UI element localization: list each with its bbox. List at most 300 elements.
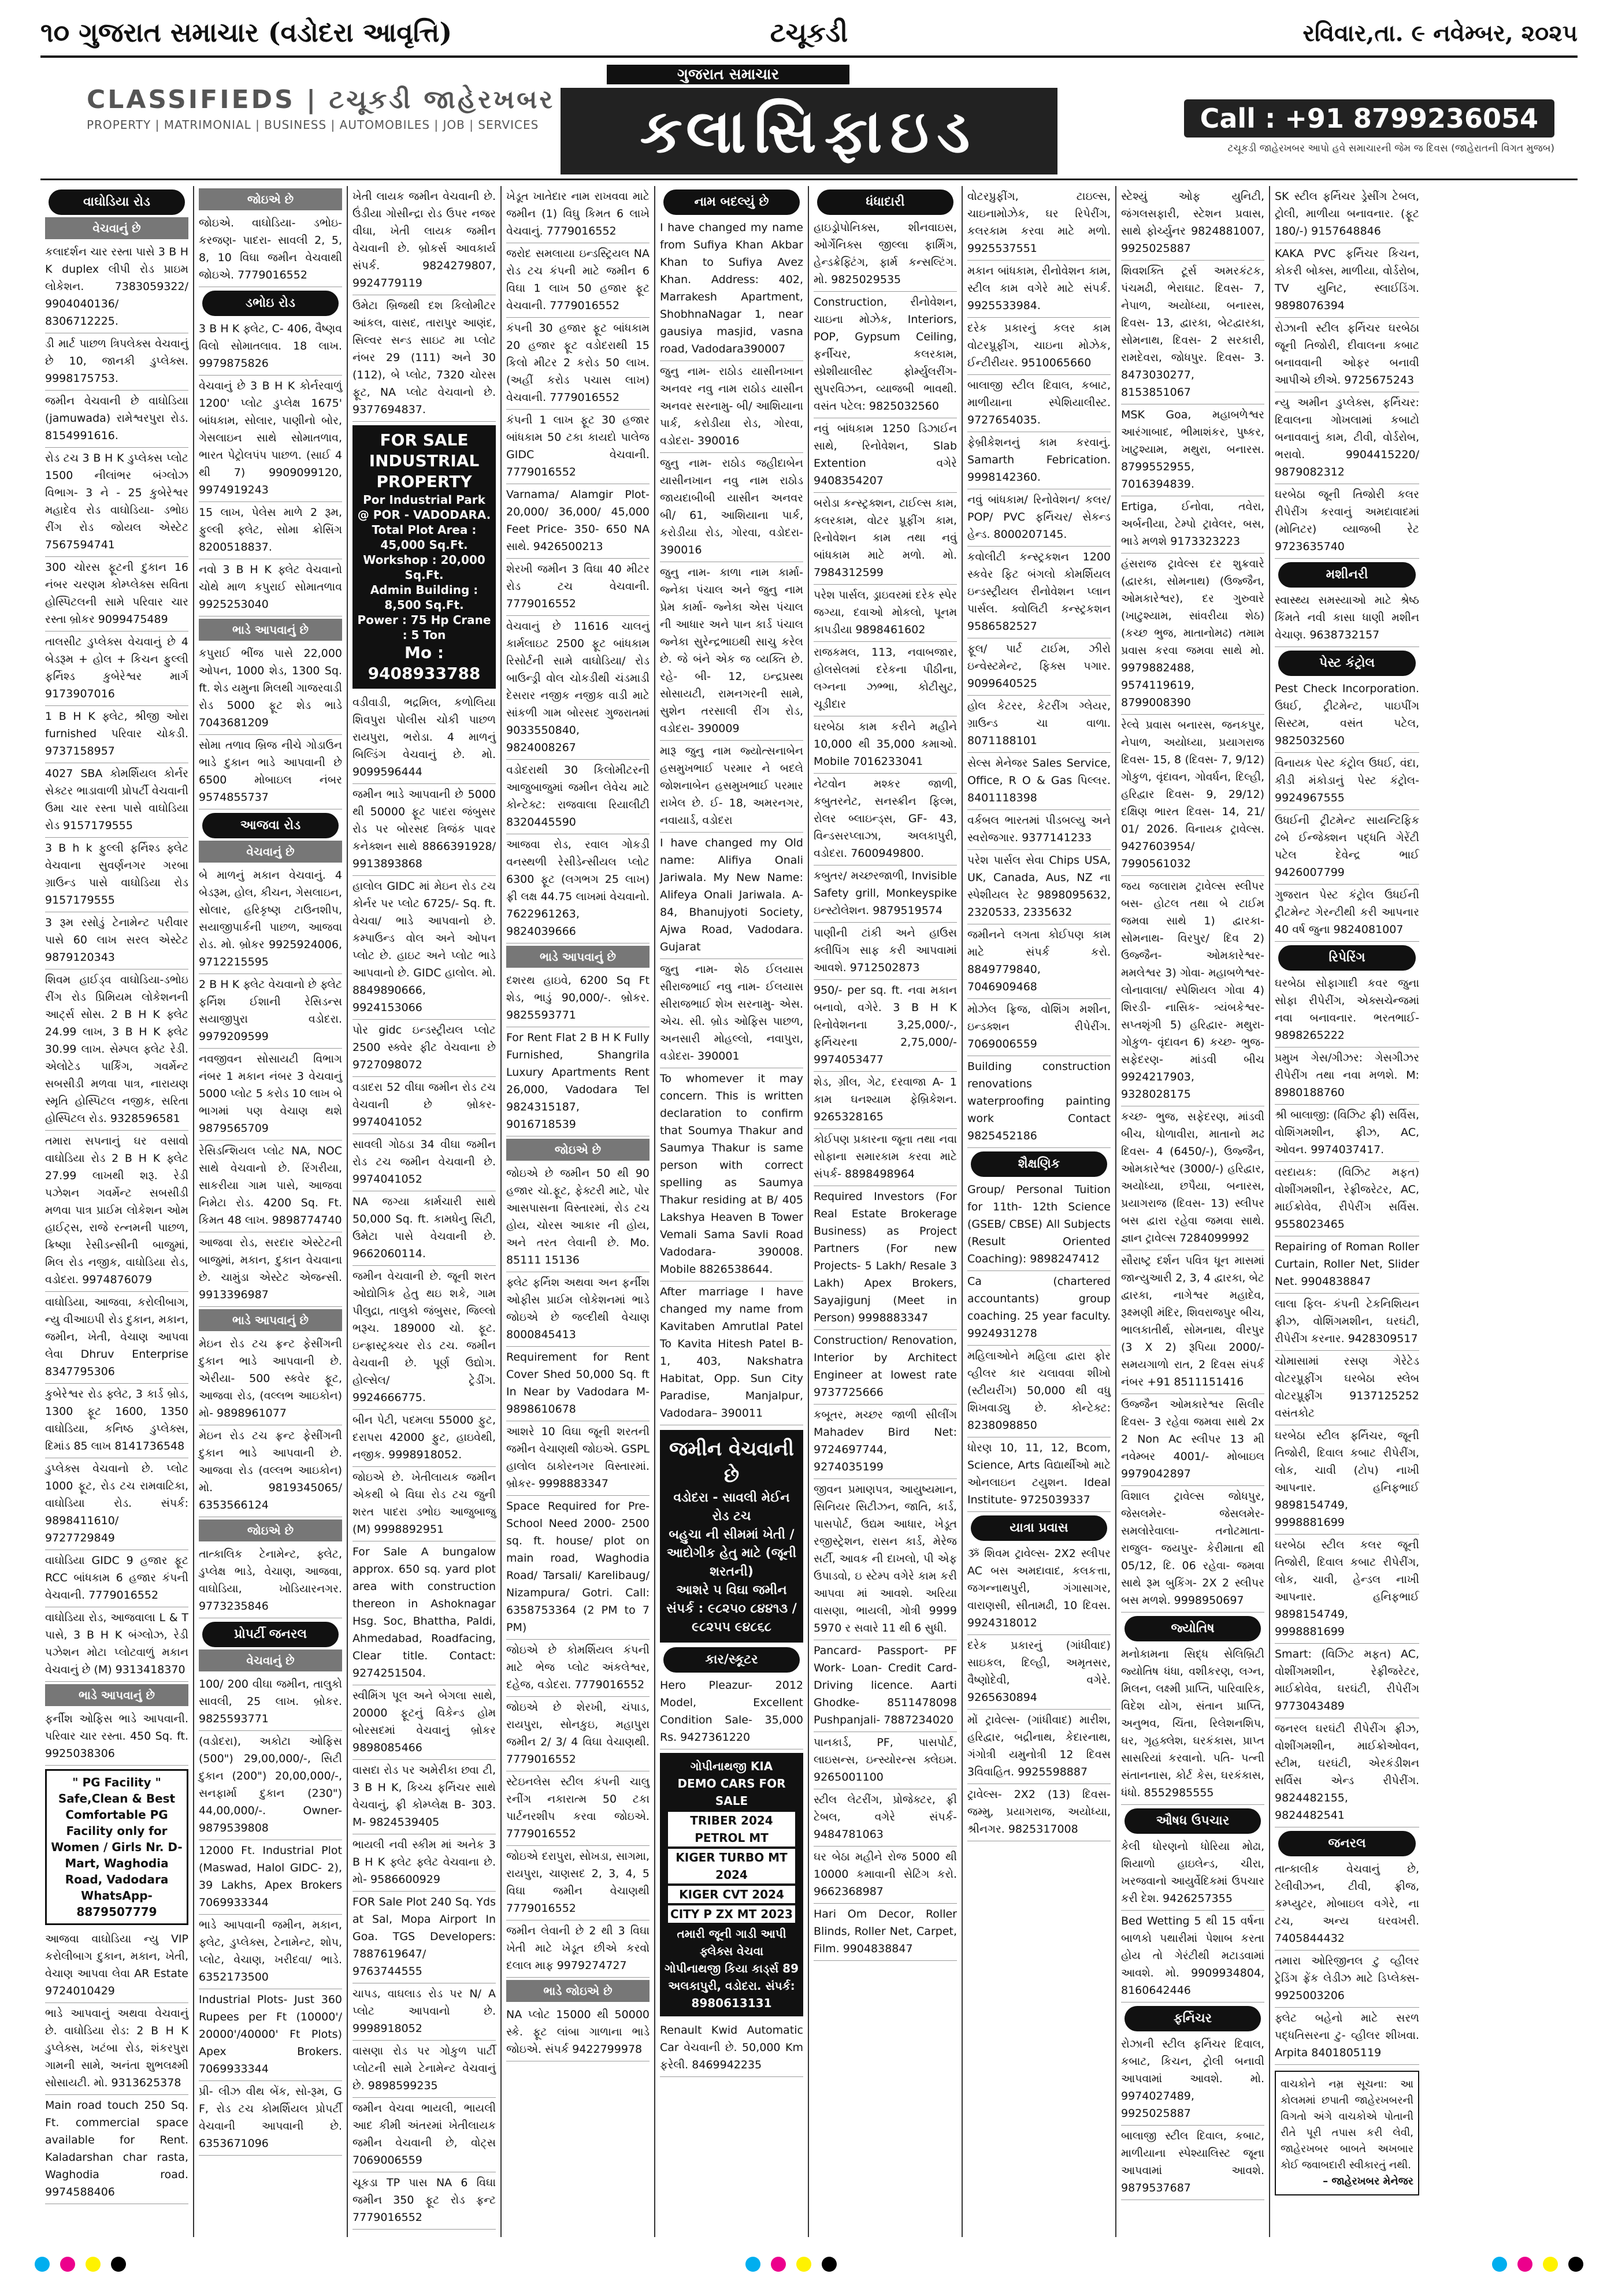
notice-signature: – જાહેરખબર મેનેજર — [1323, 2175, 1413, 2187]
ad-list — [660, 2020, 803, 2077]
classified-ad: ઉધઈની ટ્રીટમેન્ટ સાયન્ટિફિક ઢબે ઈન્જેક્શન પદ્ધતિ ગેરેંટી પટેલ દેવેન્દ્ર ભાઈ 9426007799 — [1275, 810, 1419, 885]
page-section-title: ટચૂકડી — [770, 17, 848, 48]
classified-ad: વોટરપ્રુફીંગ, ટાઇલ્સ, ચાઇનામોઝેક, ઘર રિપેરીંગ, કલરકામ કરવા માટે મળો. 9925537551 — [967, 186, 1111, 261]
classified-ad: 1 B H K ફ્લેટ, શ્રીજી ઓરા furnished પરિવાર ચોકડી. 9737158957 — [45, 706, 188, 763]
classified-ad: શ્રી બાલાજી: (વિઝિટ ફ્રી) સર્વિસ, વોશિંગમશીન, ફ્રીઝ, AC, ઓવન. 9974037417. — [1275, 1105, 1419, 1162]
classified-ad: જોઇએ છે કોમર્શિયલ કંપની માટે ભેજ પ્લોટ અંકલેશ્વર, દહેજ, વડોદરા. 7779016552 — [506, 1640, 650, 1697]
section-header: ઔષધ ઉપચાર — [1125, 1808, 1261, 1834]
classified-ad: જુનુ નામ- કાળા નામ કાર્મા-જ્નેકા પંચાલ અને જુનુ નામ પ્રેમ કાર્મા- જ્નેકા એસ પંચાલ ની આધાર અને પાન કાર્ડ પંચાલ જ્નેકા સુરેન્દ્રભાઇથી સાચુ કરેલ છે. જે બંને એક જ વ્યક્તિ છે. રહે- બી- 12, ઇન્દ્રપ્રસ્થ સોસાયટી, રામનગરની સામે, સુશેન તરસાલી રીંગ રોડ, વડોદરા- 390009 — [660, 562, 803, 741]
classified-ad: Requirement for Rent Cover Shed 50,000 Sq. ft In Near by Vadodara M- 9898610678 — [506, 1347, 650, 1421]
yellow-dot — [86, 2257, 101, 2272]
section-header: જનરલ — [1278, 1831, 1416, 1856]
classified-ad: Industrial Plots- Just 360 Rupees per Ft (10000'/ 20000'/40000' Ft Plots) Apex Brokers. 7069933344 — [199, 1989, 342, 2081]
subsection-header: જોઇએ છે — [506, 1139, 650, 1161]
section-header: ધંધાદારી — [817, 190, 953, 215]
ad-line: Power : 75 Hp Crane : 5 Ton — [357, 613, 491, 642]
classified-ad: મોં ટ્રાવેલ્સ- (ગાંધીવાદ) મારીશ, હરિદ્વાર, બદ્રીનાથ, કેદારનાથ, ગંગોત્રી યમુનોત્રી 12 દિવસ 3વિવાહિત. 9925598887 — [967, 1710, 1111, 1784]
classified-ad: વાસણા રોડ પર ગોકુળ પાર્ટી પ્લોટની સામે ટેનામેન્ટ વેચવાનું છે. 9898599235 — [352, 2041, 496, 2098]
classified-ad: કબુતર/ મચ્છરજાળી, Invisible Safety grill, Monkeyspike ઇન્સ્ટોલેશન. 9879519574 — [814, 865, 957, 923]
ad-title: જમીન વેચવાની છે — [669, 1437, 794, 1487]
classified-ad: જોઇએ છે. ખેતીલાયક જમીન એકથી બે વિઘા રોડ ટચ જુની શરત પાદરા ડભોઇ આજુબાજુ (M) 9998892951 — [352, 1467, 496, 1541]
classified-ad: કંપની 30 હજાર ફૂટ બાંધકામ 20 હજાર ફૂટ વડોદરાથી 15 કિલો મીટર 2 કરોડ 50 લાખ. (અહીં કરોડ પચાસ લાખ) વેચવાની. 7779016552 — [506, 318, 650, 410]
classified-ad: મહિલાઓને મહિલા દ્વારા ફોર વ્હીલર કાર ચલાવવા શીખો (સ્ટીયરીંગ) 50,000 થી વધુ શિખવાડ્યુ છે. કોન્ટેક્ટ: 8238098850 — [967, 1346, 1111, 1437]
classified-ad: 3 B h k ફુલ્લી ફર્નિશ્ડ ફ્લેટ વેચવાના સુવર્ણનગર ગરબા ગ્રાઉન્ડ પાસે વાઘોડિયા રોડ 9157179555 — [45, 838, 188, 912]
classified-ad: Building construction renovations waterproofing painting work Contact 9825452186 — [967, 1056, 1111, 1148]
classified-ad: હંસરાજ ટ્રાવેલ્સ દર શુક્રવારે (દ્વારકા, સોમનાથ) (ઉજ્જૈન, ઓમકારેશ્વર), દર ગુરુવારે (ખાટુશ્યામ, સાંવરીયા શેઠ) (કચ્છ ભુજ, માતાનોમઢ) તમામ પ્રવાસ કરવા જમવા સાથે મો. 9979882488, 9574119619, 8799008390 — [1121, 553, 1264, 715]
cyan-dot — [745, 2257, 760, 2272]
classified-ad: હોલ કેટરર, કેટરીંગ ગ્લેયર, ગ્રાઉન્ડ ચા વાળા. 8071188101 — [967, 696, 1111, 753]
ad-line: INDUSTRIAL PROPERTY — [369, 451, 480, 491]
classified-ad: Pancard- Passport- PF Work- Loan- Credit Card- Driving licence. Aarti Ghodke- 8511478098 Pushpanjali- 7887234020 — [814, 1640, 957, 1732]
classified-ad: Bed Wetting 5 થી 15 વર્ષના બાળકો પથારીમાં પેશાબ કરતા હોય તો ગેરંટીથી મટાડવામાં આવશે. મો. 9909934804, 8160642446 — [1121, 1911, 1264, 2003]
ad-line: Por Industrial Park — [363, 493, 485, 507]
ad-line: CITY P ZX MT 2023 — [668, 1905, 795, 1923]
ad-list — [1275, 186, 1419, 559]
column-9 — [1270, 186, 1424, 2237]
classified-ad: ઘરબેઠા કામ કરીને મહીને 10,000 થી 35,000 કમાઓ. Mobile 7016233041 — [814, 716, 957, 774]
ad-list — [814, 217, 957, 1961]
classified-ad: શેડ, ગ્રીલ, ગેટ, દરવાજા A- 1 કામ ઘનશ્યામ ફેબ્રિકેશન. 9265328165 — [814, 1072, 957, 1129]
classified-ad: વેચવાનું છે 11616 ચાલનું કાર્મલાઇટ 2500 ફૂટ બાંધકામ રિસોર્ટની સામે વાઘોડિયા/ રોડ બાઉન્ડ્રી વોલ ચોકડીથી ચંડમાડી દેસરાર નજીક નજીક વાડી માટે સાંકળી ગામ બોરસદ ગુજરાતમાં 9033550840, 9824008267 — [506, 616, 650, 760]
classified-ad: વિનાયક પેસ્ટ કંટ્રોલ ઉધઈ, વંદા, કીડી મંકોડાનું પેસ્ટ કંટ્રોલ- 9924967555 — [1275, 753, 1419, 810]
ad-list — [506, 2004, 650, 2061]
classified-ad: 950/- per sq. ft. નવા મકાન બનાવો, વગેરે. 3 B H K રિનોવેશનના 3,25,000/-, ફર્નિચરના 2,75,000/- 9974053477 — [814, 980, 957, 1072]
color-registration-center — [745, 2257, 837, 2272]
classified-ad: જોઇએ. વાઘોડિયા- ડભોઇ- કરજણ- પાદરા- સાવલી 2, 5, 8, 10 વિઘા જમીન વેચવાથી જોઇએ. 7779016552 — [199, 213, 342, 287]
classified-ad: ફ્લેટ બહેનો માટે સરળ પદ્ધતિસરના ટુ- વ્હીલર શીખવા. Arpita 8401805119 — [1275, 2008, 1419, 2065]
classified-ad: Construction, રીનોવેશન, ચાઇના મોઝેક, Interiors, POP, Gypsum Ceiling, ફર્નીચર, કલરકામ, સ્પ્રેશીયાલીસ્ટ ફોર્મ્યુલરીંગ- સુપરવિઝન, વ્યાજબી ભાવથી. વસંત પટેલ: 9825032560 — [814, 292, 957, 418]
classified-ad: વડીવાડી, ભદ્રમિલ, કળોલિયા શિવપુરા પોલીસ ચોકી પાછળ રાયપુરા, ભરોડા. 4 માળનું બિલ્ડિંગ વેચવાનું છે. મો. 9099596444 — [352, 692, 496, 784]
ad-list — [352, 692, 496, 2230]
classified-ad: 3 B H K ફ્લેટ, C- 406, વૈષ્ણવ વિલો સોમાતલાવ. 18 લાખ. 9979875826 — [199, 318, 342, 376]
ad-list — [45, 1708, 188, 1766]
magenta-dot — [60, 2257, 75, 2272]
notice-text: વાચકોને નમ્ર સૂચના: આ કોલમમાં છપાતી જાહેરખબરની વિગતો અંગે વાચકોએ પોતાની રીતે પૂરી તપાસ કરી લેવી, જાહેરખબર બાબતે અખબાર કોઈ જવાબદારી સ્વીકારતું નથી. — [1281, 2078, 1413, 2171]
classified-ad: આજવા વાઘોડિયા ન્યુ VIP કરોલીબાગ દુકાન, મકાન, ખેતી, વેચાણ આપવા લેવા AR Estate 9724010429 — [45, 1929, 188, 2003]
pg-facility-ad: " PG Facility " Safe,Clean & Best Comfortable PG Facility only for Women / Girls Nr. D-Mart, Waghodia Road, Vadodara WhatsApp-8879507779 — [45, 1769, 188, 1925]
classified-ad: 300 ચોરસ ફૂટની દુકાન 16 નંબર ચરણમ કોમ્પ્લેક્સ સવિતા હોસ્પિટલની સામે પરિવાર ચાર રસ્તા બ્રોકર 9099475489 — [45, 557, 188, 631]
black-dot — [822, 2257, 837, 2272]
classified-ad: ચૂકડા TP પાસ NA 6 વિઘા જમીન 350 ફૂટ રોડ ફ્રન્ટ 7779016552 — [352, 2172, 496, 2230]
black-dot — [1568, 2257, 1583, 2272]
classified-ad: Renault Kwid Automatic Car વેચવાની છે. 50,000 Km ફરેલી. 8469942235 — [660, 2020, 803, 2077]
cyan-dot — [35, 2257, 50, 2272]
ad-brand: ગોપીનાથજી KIA — [690, 1759, 773, 1773]
section-header: વાઘોડિયા રોડ — [49, 190, 185, 215]
classified-ad: નવું બાંધકામ/ રિનોવેશન/ કલર/ POP/ PVC ફર્નિચર/ સેકન્ડ હેન્ડ. 8000207145. — [967, 489, 1111, 547]
color-registration-left — [35, 2257, 126, 2272]
ad-line: Total Plot Area : 45,000 Sq.Ft. — [372, 523, 477, 552]
classified-ad: Varnama/ Alamgir Plot- 20,000/ 36,000/ 45,000 Feet Price- 350- 650 NA સાથે. 9426500213 — [506, 484, 650, 559]
classified-ad: ભાડે આપવાની જમીન, મકાન, ફ્લેટ, ડુપ્લેક્સ, ટેનામેન્ટ, શોપ, પ્લોટ, વેચાણ, ખરીદવા/ ભાડે. 6352173500 — [199, 1915, 342, 1989]
column-5 — [655, 186, 809, 2237]
ad-list — [1121, 2034, 1264, 2200]
ad-list — [199, 643, 342, 809]
classified-ad: NA પ્લોટ 15000 થી 50000 સ્કે. ફૂટ લાંબા ગાળાના ભાડે જોઇએ. સંપર્ક 9422799978 — [506, 2004, 650, 2061]
ad-line: Workshop : 20,000 Sq.Ft. — [363, 553, 485, 582]
classified-ad: જમીનને લગતા કોઈપણ કામ માટે સંપર્ક કરો. 8849779840, 7046909468 — [967, 924, 1111, 999]
registration-marks — [0, 2251, 1618, 2286]
classified-ad: દશરથ હાઇવે, 6200 Sq Ft શેડ, ભાડું 90,000/-. બ્રોકર. 9825593771 — [506, 970, 650, 1027]
classified-ad: નવો 3 B H K ફ્લેટ વેચવાનો ચોથે માળ કપુરાઈ સોમાતળાવ 9925253040 — [199, 559, 342, 616]
classified-ad: પરેશ પાર્સલ સેવા Chips USA, UK, Canada, Aus, NZ ના સ્પેશીયલ રેટ 9898095632, 2320533, 2335632 — [967, 850, 1111, 924]
black-dot — [111, 2257, 126, 2272]
classified-ad: ભાડે આપવાનું અથવા વેચવાનું છે. વાઘોડિયા રોડ: 2 B H K ડુપ્લેક્સ, ખટંબા રોડ, શંકરપુરા ગામની સામે, અનંતા શુભલક્ષ્મી સોસાયટી. મો. 9313625378 — [45, 2003, 188, 2095]
classified-ad: ઘરબેઠા જૂની તિજોરી કલર રીપેરીંગ કરવાનું અમદાવાદમાં (મોનિટર) વ્યાજબી રેટ 9723635740 — [1275, 484, 1419, 559]
column-2 — [194, 186, 348, 2237]
classified-ad: પરેશ પાર્સલ, ડ્રાઇવરમાં દરેક સ્પેર જગ્યા, દવાઓ મોકલો, પૂનમ કાપડીયા 9898461602 — [814, 585, 957, 642]
classified-ad: SK સ્ટીલ ફર્નિચર ડ્રેસીંગ ટેબલ, ટ્રોલી, માળીયા બનાવનાર. (ફૂટ 180/-) 9157648846 — [1275, 186, 1419, 243]
classified-ad: For Rent Flat 2 B H K Fully Furnished, Shangrila Luxury Apartments Rent 26,000, Vadodara Tel 9824315187, 9016718539 — [506, 1027, 650, 1136]
classified-ad: તમારા સપનાનું ઘર વસાવો વાઘોડિયા રોડ 2 B H K ફ્લેટ 27.99 લાખથી શરૂ. રેડી પઝેશન ગવર્મેન્ટ સબસીડી મળવા પાત્ર પ્રાઈમ લોકેશન ઓમ હાઈટ્સ, રાજે રત્નમની પાછળ, ક્રિષ્ણા રેસીડન્સીની બાજુમાં, મિલ રોડ નજીક, વાઘોડિયા રોડ, વડોદરા. 9974876079 — [45, 1131, 188, 1292]
ad-list — [1275, 678, 1419, 942]
classified-ad: FOR Sale Plot 240 Sq. Yds at Sal, Mopa Airport In Goa. TGS Developers: 7887619647/ 9763744555 — [352, 1892, 496, 1983]
classified-ad: જમીન લેવાની છે 2 થી 3 વિઘા ખેતી માટે ખેડૂત છીએ કરવો દલાલ માફ 9979274727 — [506, 1920, 650, 1978]
classified-ad: ધોરણ 10, 11, 12, Bcom, Science, Arts વિદ્યાર્થીઓ માટે ઓનલાઇન ટયુશન. Ideal Institute- 9725039337 — [967, 1437, 1111, 1512]
classified-ad: મેઇન રોડ ટચ ફ્રન્ટ ફેસીંગની દુકાન ભાડે આપવાની છે. એરીયા- 500 સ્કવેર ફૂટ, આજવા રોડ, (વલ્લભ આઇકોન) મો- 9898961077 — [199, 1333, 342, 1425]
ad-list — [506, 1163, 650, 1978]
ad-list — [1275, 590, 1419, 647]
ad-line: @ POR - VADODARA. — [357, 508, 491, 522]
ad-phone: સંપર્ક : ૯૮૨૫૦ ૮૪૪૧૩ / ૯૮૨૫૫ ૯૪૮૬૮ — [666, 1602, 797, 1634]
classified-ad: પાનકાર્ડ, PF, પાસપોર્ટ, લાઇસન્સ, ઇન્સ્યોરન્સ ક્લેઇમ. 9265001100 — [814, 1732, 957, 1789]
classified-ad: Hero Pleazur- 2012 Model, Excellent Condition Sale- 35,000 Rs. 9427361220 — [660, 1675, 803, 1749]
section-header: જ્યોતિષ — [1125, 1616, 1261, 1641]
classified-ad: કંપની 1 લાખ ફૂટ 30 હજાર બાંધકામ 50 ટકા કાયદો પાલેજ GIDC વેચવાની. 7779016552 — [506, 410, 650, 484]
classified-ad: સ્વાસ્થ્ય સમસ્યાઓ માટે શ્રેષ્ઠ કિંમતે નવી કાસા ધાણી મશીન વેચાણ. 9638732157 — [1275, 590, 1419, 647]
ad-line: તમારી જૂની ગાડી આપી ફ્લેક્સ વેચવા — [677, 1927, 786, 1958]
ad-line: વડોદરા - સાવલી મેઈન રોડ ટચ — [673, 1491, 790, 1524]
classified-ad: શિવશક્તિ ટૂર્સ અમરકંટક, પંચમઢી, ભેરાઘાટ. દિવસ- 7, નેપાળ, અયોધ્યા, બનારસ, દિવસ- 13, દ્વારકા, બેટદ્વારકા, સોમનાથ, દિવસ- 2 સરકારી, રામદેવરા, જોધપુર. દિવસ- 3. 8473030277, 8153851067 — [1121, 261, 1264, 404]
classified-ad: મોઝેલ ફ્રિજ, વોશિંગ મશીન, ઇન્ડક્શન રીપેરીંગ. 7069006559 — [967, 999, 1111, 1056]
classified-ad: Repairing of Roman Roller Curtain, Roller Net, Slider Net. 9904838847 — [1275, 1236, 1419, 1294]
ad-list — [45, 242, 188, 1682]
ad-list — [199, 213, 342, 287]
classified-ad: કોઈપણ પ્રકારના જૂના તથા નવા સોફાના સમારકામ કરવા માટે સંપર્ક- 8898498964 — [814, 1129, 957, 1186]
magenta-dot — [771, 2257, 786, 2272]
column-4 — [502, 186, 655, 2237]
classified-ad: ખેડૂત ખાતેદાર નામ રાખવવા માટે જમીન (1) વિઘુ કિમત 6 લાખે વેચવાનું. 7779016552 — [506, 186, 650, 243]
ad-list — [967, 1543, 1111, 1841]
classified-ad: નેટવોન મશ્કર જાળી, કબુતરનેટ, સનસ્ક્રીન ફિલ્મ, રોલર બ્લાઇન્ડ્સ, GF- 43, વિન્ડસરપ્લાઝા, અલકાપુરી, વડોદરા. 7600949800. — [814, 774, 957, 865]
column-6 — [809, 186, 963, 2237]
classified-ad: ફૂલ/ પાર્ટ ટાઈમ, ઝીરો ઇન્વેસ્ટમેન્ટ, ફિક્સ પગાર. 9099640525 — [967, 638, 1111, 696]
classified-ad: રાજકમલ, 113, નવાબજાર, હોલસેલમાં દરેકના પીઠીના, લગ્નના ઝભ્ભા, કોટીસુટ, ચૂડીદાર — [814, 642, 957, 716]
classified-ad: પાણીની ટાંકી અને હાઉસ ક્લીપિંગ સાફ કરી આપવામાં આવશે. 9712502873 — [814, 923, 957, 980]
classified-ad: રોડ ટચ 3 B H K ડુપ્લેક્સ પ્લોટ 1500 નીલાંભર બંગ્લોઝ વિભાગ- 3 ને - 25 કુબેરેશ્વર મહાદેવ રોડ વાઘોડિયા- ડભોઇ રીંગ રોડ જોયલ એસ્ટેટ 7567594741 — [45, 448, 188, 557]
column-1 — [40, 186, 194, 2237]
color-registration-right — [1492, 2257, 1583, 2272]
classified-ad: આશરે 10 વિઘા જૂની શરતની જમીન વેચાણથી જોઇએ. GSPL હાલોલ ઠાકોરનગર વિસ્તારમાં. બ્રોકર- 9998883347 — [506, 1421, 650, 1496]
classified-ad: ડી માર્ટ પાછળ ત્રિપલેક્સ વેચવાનું છે 10, જાનકી ડુપ્લેક્સ. 9998175753. — [45, 333, 188, 391]
classified-ad: વિશાલ ટ્રાવેલ્સ જોધપુર, જેસલમેર- જેસલમેર- સમલોરેવાલા- તનોટમાતા- રાજુલ- જયપુર- કેરીમાતા થી 05/12, દિ. 06 રહેવા- જમવા સાથે રૂમ બુકિંગ- 2X 2 સ્લીપર બસ મળશે. 9998950697 — [1121, 1486, 1264, 1613]
classified-ad: ફર્નીશ ઓફિસ ભાડે આપવાની. પરિવાર ચાર રસ્તા. 450 Sq. ft. 9925038306 — [45, 1708, 188, 1766]
cyan-dot — [1492, 2257, 1507, 2272]
classifieds-banner — [40, 65, 1578, 180]
classified-ad: જમીન વેચવાની છે વાઘોડિયા (jamuwada) રામેશ્વરપુરા રોડ. 8154991616. — [45, 391, 188, 448]
classified-ad: વરદાયક: (વિઝિટ મફત) વોશીંગમશીન, રેફ્રીજરેટર, AC, માઈક્રોવેવ, રીપેરીંગ સર્વિસ. 9558023465 — [1275, 1162, 1419, 1236]
subsection-header: જોઇએ છે — [199, 1519, 342, 1541]
classified-ad: ચોમાસામાં રસણ ગેરેટેડ વોટરપ્રૂફીંગ ઘરબેઠા સ્લેબ વોટરપ્રૂફીંગ 9137125252 વસંતકોટ — [1275, 1351, 1419, 1425]
section-header: પ્રોપર્ટી જનરલ — [202, 1622, 339, 1647]
classified-ad: To whomever it may concern. This is written declaration to confirm that Soumya Thakur and Saumya Thakur is same person with correct spelling as Saumya Thakur residing at B/ 405 Lakshya Heaven B Tower Vemali Sama Savli Road Vadodara- 390008. Mobile 8826538644. — [660, 1068, 803, 1281]
subsection-header: ભાડે આપવાનું છે — [45, 1684, 188, 1706]
classified-ad: લાલા ફિલ- કંપની ટેકનિશિયન ફ્રીઝ, વોશિંગમશીન, ઘરઘંટી, રીપેરીંગ કરનાર. 9428309517 — [1275, 1294, 1419, 1351]
ad-list — [1121, 1836, 1264, 2003]
classified-ad: પોર gidc ઇન્ડસ્ટ્રીયલ પ્લોટ 2500 સ્ક્વેર ફીટ વેચવાના છે 9727098072 — [352, 1020, 496, 1077]
classified-ad: જોઇએ છે જમીન 50 થી 90 હજાર ચો.ફૂટ, ફેક્ટરી માટે, પોર આસપાસના વિસ્તારમાં, રોડ ટચ હોય, ચોરસ આકાર ની હોય, અને તરત લેવાની છે. Mo. 85111 15136 — [506, 1163, 650, 1272]
ad-list — [506, 186, 650, 943]
classified-ad: રોઝાની સ્ટીલ ફર્નિચર દિવાલ, કબાટ, કિચન, ટ્રોલી બનાવી આપવામાં આવશે. મો. 9974027489, 9925025887 — [1121, 2034, 1264, 2126]
classified-ad: પ્રમુખ ગેસ/ગીઝર: ગેસગીઝર રીપેરીંગ તથા નવા મળશે. M: 8980188760 — [1275, 1047, 1419, 1105]
column-8 — [1116, 186, 1270, 2237]
subsection-header: જોઇએ છે — [199, 188, 342, 210]
subsection-header: વેચવાનું છે — [199, 841, 342, 863]
ad-list — [660, 217, 803, 1425]
industrial-property-ad — [352, 425, 496, 689]
section-header: આજવા રોડ — [202, 813, 339, 838]
classified-ad: બાલાજી સ્ટીલ દિવાલ, કબાટ, માળીયાના સ્પેશિયાલીસ્ટ. 9727654035. — [967, 375, 1111, 432]
ad-list — [1121, 1644, 1264, 1805]
newspaper-masthead: ગુજરાત સમાચાર — [607, 65, 849, 84]
classified-ad: મેઇન રોડ ટચ ફ્રન્ટ ફેસીંગની દુકાન ભાડે આપવાની છે. આજવા રોડ (વલ્લભ આઇકોન) મો. 9819345065/ 6353566124 — [199, 1425, 342, 1517]
classified-ad: વાઘોડિયા, આજવા, કરોલીબાગ, ન્યુ વીઆઇપી રોડ દુકાન, મકાન, જમીન, ખેતી, વેચાણ આપવા લેવા Dhruv Enterprise 8347795306 — [45, 1292, 188, 1384]
ad-list — [660, 1675, 803, 1749]
classified-ad: Ertiga, ઈનોવા, તવેરા, અર્બનીયા, ટેમ્પો ટ્રાવેલર, બસ, ભાડે મળશે 9173323223 — [1121, 496, 1264, 553]
classified-ad: ફ્લેટ ફર્નિશ અથવા અન ફર્નીશ ઓફીસ પ્રાઈમ લોકેશનમાં ભાડે જોઇએ છે જલ્દીથી વેચાણ 8000845413 — [506, 1272, 650, 1347]
classified-ad: વાસદા રોડ પર અમેરીકા છ્વા ટી, 3 B H K, કિચ્ચ ફર્નિચર સાથે વેચવાનું, ફ્રી કોમ્પ્લેક્ષ B- 303. M- 9824539405 — [352, 1760, 496, 1834]
classified-ad: તમારા ઓરિજીનલ ટુ વ્હીલર ટ્રેડિંગ ફ્રેંક લેડીઝ માટે ડિપ્લેક્સ- 9925003206 — [1275, 1951, 1419, 2008]
section-header: મશીનરી — [1278, 562, 1416, 588]
classified-ad: ઉજ્જૈન ઓમકારેશ્વર સિલીર દિવસ- 3 રહેવા જમવા સાથે 2x 2 Non Ac સ્લીપર 13 મી નવેમ્બર 4001/- મોબાઇલ 9979042897 — [1121, 1394, 1264, 1486]
classified-ad: સ્ટેઇનલેસ સ્ટીલ કંપની ચાલુ રનીંગ નકારાત્મ 50 ટકા પાર્ટનરશીપ કરવા જોઇએ. 7779016552 — [506, 1771, 650, 1846]
ad-list — [1275, 1859, 1419, 2065]
classified-ad: બીન પેટી, પદમલા 55000 ફુટ, દરાપરા 42000 ફુટ, હાઇવેથી, નજીક. 9998918052. — [352, 1410, 496, 1467]
classified-ad: ઘર બેઠા મહીને રોજ 5000 થી 10000 કમાવાની સેટિંગ કરો. 9662368987 — [814, 1847, 957, 1904]
classified-ad: Required Investors (For Real Estate Brokerage Business) as Project Partners (For new Projects- 5 Lakh/ Resale 3 Lakh) Apex Brokers, Sayajigunj (Meet in Person) 9998883347 — [814, 1186, 957, 1330]
classified-ad: જુનુ નામ- શેઠ ઈલયાસ સીરાજભાઈ નવુ નામ- ઈલયાસ સીરાજભાઈ શેખ સરનામુ- એસ. એચ. સી. બ્રોડ ઓફિસ પાછળ, અનસારી મોહલ્લો, નવાપુરા, વડોદરા- 390001 — [660, 959, 803, 1068]
classified-ad: કબૂતર, મચ્છર જાળી સીલીંગ Mahadev Bird Net: 9724697744, 9274035199 — [814, 1405, 957, 1479]
ad-list — [352, 186, 496, 422]
classified-ad: જનરલ ઘરઘંટી રીપેરીંગ ફ્રીઝ, વોશીંગમશીન, માઈક્રોઓવન, સ્ટીમ, ઘરઘંટી, એરકંડીશન સર્વિસ એન્ડ રીપેરીંગ. 9824482155, 9824482541 — [1275, 1718, 1419, 1827]
page-number-edition: ૧૦ ગુજરાત સમાચાર (વડોદરા આવૃત્તિ) — [40, 17, 452, 48]
ad-line: KIGER TURBO MT 2024 — [668, 1849, 795, 1883]
ad-line: FOR SALE — [380, 430, 469, 449]
classified-ad: સોમા તળાવ બ્રિજ નીચે ગોડાઉન ભાડે દુકાન ભાડે આપવાની છે 6500 મોબાઇલ નંબર 9574855737 — [199, 735, 342, 809]
section-header: યાત્રા પ્રવાસ — [971, 1515, 1107, 1541]
section-header: ડભોઇ રોડ — [202, 291, 339, 316]
classified-ad: 100/ 200 વીઘા જમીન, તાલુકો સાવલી, 25 લાખ. બ્રોકર. 9825593771 — [199, 1674, 342, 1731]
subsection-header: ભાડે આપવાનું છે — [199, 619, 342, 641]
land-sale-ad — [660, 1430, 803, 1643]
classified-ad: આજવા રોડ, રવાલ ગોકડી વનસ્થળી રેસીડેન્સીયલ પ્લોટ 6300 ફૂટ (લગભગ 25 લાખ) ફ્રી લક્ષ 44.75 લાખમાં વેચવાનો. 7622961263, 9824039666 — [506, 834, 650, 943]
classified-ad: ઘરબેઠા સ્ટીલ કલર જૂની તિજોરી, દિવાલ કબાટ રીપેરીંગ, લોક, ચાવી, હેન્ડલ નાખી આપનાર. હનિફભાઈ 9898154749, 9998881699 — [1275, 1535, 1419, 1644]
classified-ad: સેલ્સ મેનેજર Sales Service, Office, R O & Gas પિલ્લર. 8401118398 — [967, 753, 1111, 810]
classified-logo: ક્લાસિફાઇડ — [561, 88, 1057, 174]
classified-ad: કલાદર્શન ચાર રસ્તા પાસે 3 B H K duplex લીપી રોડ પ્રાઇમ લોકેશન. 7383059322/ 9904040136/ 8306712225. — [45, 242, 188, 333]
classified-ad: જોઇએ દરાપુરા, સોખડા, સાગમા, રાયપુરા, ચાણસદ 2, 3, 4, 5 વિઘા જમીન વેચાણથી 7779016552 — [506, 1846, 650, 1920]
classified-ad: બે માળનું મકાન વેચવાનું. 4 બેડરૂમ, હોલ, કીચન, ગેસલાઇન, સોલાર, હરિકૃષ્ણ ટાઉનશીપ, સયાજીપાર્કની પાછળ, આજવા રોડ. મો. બ્રોકર 9925924006, 9712215595 — [199, 865, 342, 974]
ad-list — [199, 1674, 342, 2156]
ad-phone: Mo : 9408933788 — [368, 643, 481, 683]
classified-ad: જીવન પ્રમાણપત્ર, આયુષ્યમાન, સિનિયર સિટીઝન, જાતિ, કાર્ડ, પાસપોર્ટ, ઉદ્યમ આધાર, ખેડૂત રજીસ્ટ્રેશન, રાસન કાર્ડ, મેરેજ સર્ટી, આવક ની દાખલો, પી એફ ઉપાડવો, ઇ સ્ટેમ્પ વગેરે કામ કરી આપવા માં આવશે. અરિયા વાસણા, ભાયલી, ગોત્રી 9999 5970 ર સવારે 11 થી 6 સુધી. — [814, 1479, 957, 1640]
section-header: કાર/સ્કૂટર — [663, 1647, 800, 1673]
subsection-header: ભાડે આપવાનું છે — [506, 946, 650, 968]
classified-ad: રેલ્વે પ્રવાસ બનારસ, જનકપુર, નેપાળ, અયોધ્યા, પ્રયાગરાજ દિવસ- 15, 8 (દિવસ- 7, 9/12) ગોકુળ, વૃંદાવન, ગોવર્ધન, દિલ્હી, હરિદ્વાર દિવસ- 9, 29/12) દક્ષિણ ભારત દિવસ- 14, 21/ 01/ 2026. વિનાયક ટ્રાવેલ્સ. 9427603954/ 7990561032 — [1121, 715, 1264, 876]
ad-list — [506, 970, 650, 1136]
ad-line: ગોપીનાથજી કિયા કાર્ડ્સ 89 અલકાપુરી, વડોદરા. સંપર્ક: 8980613131 — [665, 1961, 799, 2010]
classified-ad: ગુજરાત પેસ્ટ કંટ્રોલ ઉધઈની ટ્રીટમેન્ટ ગેરન્ટીથી કરી આપનાર 40 વર્ષ જુના 9824081007 — [1275, 885, 1419, 942]
ad-list — [199, 865, 342, 1307]
classified-ad: વાઘોડિયા GIDC 9 હજાર ફૂટ RCC બાંધકામ 6 હજાર કંપની વેચવાની. 7779016552 — [45, 1550, 188, 1607]
classified-ad: ઘરબેઠા સ્ટીલ ફર્નિચર, જૂની તિજોરી, દિવાલ કબાટ રીપેરીંગ, લોક, ચાવી (ટોપ) નાખી આપનાર. હનિફભાઈ 9898154749, 9998881699 — [1275, 1425, 1419, 1535]
ad-list — [199, 318, 342, 616]
classified-ad: 12000 Ft. Industrial Plot (Maswad, Halol GIDC- 2), 39 Lakhs, Apex Brokers 7069933344 — [199, 1840, 342, 1915]
classified-ad: ભાયલી નવી સ્કીમ માં અનેક 3 B H K ફ્લેટ ફ્લેટ વેચવાના છે. મો- 9586600929 — [352, 1834, 496, 1892]
classified-ad: Hari Om Decor, Roller Blinds, Roller Net, Carpet, Film. 9904838847 — [814, 1904, 957, 1961]
classified-ad: કચ્છ- ભુજ, સફેદરણ, માંડવી બીચ, ધોળાવીરા, માતાનો મઢ દિવસ- 4 (6450/-), ઉજ્જૈન, ઓમકારેશ્વર (3000/-) હરિદ્વાર, અયોધ્યા, છપૈયા, બનારસ, પ્રયાગરાજ (દિવસ- 13) સ્લીપર બસ દ્વારા રહેવા જમવા સાથે. જ્ઞાન ટ્રાવેલ્સ 7284099992 — [1121, 1106, 1264, 1250]
classified-ad: ઉમેટા બ્રિજથી દશ કિલોમીટર આંકલ, વાસદ, તારાપુર આણંદ, સિલ્વર સન્ડ સાઇટ મા પ્લોટ નંબર 29 (111) અને 30 (112), બે પ્લોટ, 7320 ચોરસ ફૂટ, NA પ્લોટ વેચવાનો છે. 9377694837. — [352, 295, 496, 422]
ad-list — [967, 186, 1111, 1148]
classified-ad: ચાપડ, વાઘલાડ રોડ પર N/ A પ્લોટ આપવાનો છે. 9998918052 — [352, 1983, 496, 2041]
classified-ad: 2 B H K ફ્લેટ વેચવાનો છે ફ્લેટ ફર્નિશ ઈશાની રેસિડન્સ સયાજીપુરા વડોદરા. 9979209599 — [199, 974, 342, 1049]
classified-ad: I have changed my Old name: Alifiya Onali Jariwala. My New Name: Alifeya Onali Jariwala. A-84, Bhanujyoti Society, Ajwa Road, Vadodara. Gujarat — [660, 833, 803, 959]
ad-list — [199, 1333, 342, 1517]
page-date: રવિવાર,તા. ૯ નવેમ્બર, ૨૦૨૫ — [1302, 19, 1578, 47]
classified-ad: તાત્કાલિક ટેનામેન્ટ, ફ્લેટ, ડુપ્લેક્ષ ભાડે, વેચાણ, આજવા, વાઘોડિયા, ખોડિયારનગર. 9773235846 — [199, 1544, 342, 1618]
classified-ad: પ્રી- લીઝ વીથ બેંક, સો-રૂમ, G F, રોડ ટચ કોમર્શિયલ પ્રોપર્ટી વેચવાની આપવાની છે. 6353671096 — [199, 2081, 342, 2156]
classified-ad: વાઘોડિયા રોડ, આજવાલા L & T પાસે, 3 B H K બંગ્લોઝ, રેડી પઝેશન મોટા પ્લોટવાળું મકાન વેચવાનું છે (M) 9313418370 — [45, 1607, 188, 1682]
classified-ad: 3 રૂમ રસોડું ટેનામેન્ટ પરીવાર પાસે 60 લાખ સરલ એસ્ટેટ 9879120343 — [45, 912, 188, 969]
subsection-header: વેચવાનું છે — [45, 217, 188, 239]
page-header — [40, 10, 1578, 58]
classified-ad: Smart: (વિઝિટ મફત) AC, વોશીંગમશીન, રેફ્રીજરેટર, માઈક્રોવેવ, ઘરઘંટી, રીપેરીંગ 9773043489 — [1275, 1644, 1419, 1718]
classified-ad: સ્વીમિંગ પૂલ અને બેગલા સાથે, 20000 ફૂટનું વિકેન્ડ હોમ બોરસદમાં વેચવાનું બ્રોકર 9898085466 — [352, 1685, 496, 1760]
classified-ad: Space Required for Pre-School Need 2000- 2500 sq. ft. house/ plot on main road, Waghodia Road/ Tarsali/ Karelibaug/ Nizampura/ Gotri. Call: 6358753364 (2 PM to 7 PM) — [506, 1496, 650, 1640]
classified-ad: ટ્રાવેલ્સ- 2X2 (13) દિવસ- જમ્મુ, પ્રયાગરાજ, અયોધ્યા, શ્રીનગર. 9825317008 — [967, 1784, 1111, 1841]
classified-ad: રેસિડન્શિયલ પ્લોટ NA, NOC સાથે વેચવાનો છે. રિંગરીયા, સાકરીયા ગામ પાસે, આજવા નિમેટા રોડ. 4200 Sq. Ft. કિમત 48 લાખ. 9898774740 — [199, 1140, 342, 1232]
subsection-header: વેચવાનું છે — [199, 1649, 342, 1671]
classified-ad: કપુરાઈ ભીંજ પાસે 22,000 ઓપન, 1000 શેડ, 1300 Sq. ft. શેડ યમુના મિલથી ગાજરવાડી રોડ 5000 ફૂટ શેડ ભાડે 7043681209 — [199, 643, 342, 735]
classified-ad: ૐ શિવમ ટ્રાવેલ્સ- 2X2 સ્લીપર AC બસ અમદાવાદ, કલકત્તા, જગન્નાથપુરી, ગંગાસાગર, વારાણસી, સીતામઢી, 10 દિવસ. 9924318012 — [967, 1543, 1111, 1635]
classified-ad: Group/ Personal Tuition for 11th- 12th Science (GSEB/ CBSE) All Subjects (Result Oriented Coaching): 9898247412 — [967, 1179, 1111, 1271]
classified-ad: સ્ટેશ્યું ઓફ યુનિટી, જંગલસફારી, સ્ટેશન પ્રવાસ, સાથે ફોર્ચ્યુનર 9824881007, 9925025887 — [1121, 186, 1264, 261]
subsection-header: ભાડે જોઇએ છે — [506, 1980, 650, 2002]
yellow-dot — [1543, 2257, 1558, 2272]
classified-ad: Pest Check Incorporation. ઉધઈ, ટ્રીટમેન્ટ, પાઇપીંગ સિસ્ટમ, વસંત પટેલ, 9825032560 — [1275, 678, 1419, 753]
subsection-header: ભાડે આપવાનું છે — [199, 1309, 342, 1331]
classified-ad: (વડોદરા), અકોટા ઓફિસ (500") 29,00,000/-, સિટી દુકાન (200") 20,00,000/-, સનફાર્મા દુકાન (230") 44,00,000/-. Owner-9879539808 — [199, 1731, 342, 1840]
ad-line: KIGER CVT 2024 — [668, 1886, 795, 1903]
classified-ad: દરેક પ્રકારનું કલર કામ વોટરપ્રૂફીંગ, ચાઇના મોઝેક, ઈન્ટીરીયર. 9510065660 — [967, 318, 1111, 375]
reader-notice — [1275, 2071, 1419, 2195]
section-header: ફર્નિચર — [1125, 2006, 1261, 2031]
classified-ad: જુનુ નામ- રાઠોડ જહીદાબેન યાસીનખાન નવુ નામ રાઠોડ જાયદાબીબી યાસીન અનવર બી/ 61, આશિયાના પાર્ક, કરોડીયા રોડ, ગોરવા, વડોદરા- 390016 — [660, 453, 803, 562]
classified-ad: જમીન ભાડે આપવાની છે 5000 થી 50000 ફૂટ પાદરા જંબુસર રોડ પર બોરસદ ત્રિજંક પાવર કનેક્શન સાથે 8866391928/ 9913893868 — [352, 784, 496, 876]
classified-ad: ડુપ્લેક્સ વેચવાનો છે. પ્લોટ 1000 ફૂટ, રોડ ટચ રામવાટિકા, વાઘોડિયા રોડ. સંપર્ક: 9898411610/ 9727729849 — [45, 1458, 188, 1550]
classifieds-label: CLASSIFIEDS | ટચૂકડી જાહેરખબર — [87, 85, 555, 114]
classified-ad: ન્યુ અમીન ડુપ્લેક્સ, ફર્નિચર: દિવાલના ગોખલામાં કબાટો બનાવવાનું કામ, ટીવી, વોર્ડરોબ, ભરાવો. 9904415220/ 9879082312 — [1275, 392, 1419, 484]
ad-list — [199, 1544, 342, 1618]
ad-line: DEMO CARS FOR SALE — [677, 1777, 786, 1808]
classified-ad: I have changed my name from Sufiya Khan Akbar Khan to Sufiya Avez Khan. Address: 402, Marrakesh Apartment, ShobhnaNagar 1, near gausiya masjid, vasna road, Vadodara390007 — [660, 217, 803, 361]
classified-ad: ખેતી લાયક જમીન વેચવાની છે. ઉંડીયા ગોસીન્દ્રા રોડ ઉપર નજર વીઘા, ખેતી લાયક જમીન વેચવાની છે. બ્રોકર્સ આવકાર્ય સંપર્ક. 9824279807, 9924779119 — [352, 186, 496, 295]
classified-ad: વેચવાનું છે 3 B H K કોર્નરવાળું 1200' પ્લોટ ડુપ્લેક્ષ 1675' બાંધકામ, સોલાર, પાણીનો બોર, ગેસલાઇન સાથે સોમાતળાવ, ભારત પેટ્રોલપંપ પાછળ. (સાઈ 4 થી 7) 9909099120, 9974919243 — [199, 376, 342, 502]
ad-line: Admin Building : 8,500 Sq.Ft. — [370, 583, 478, 612]
classified-ad: કેલી ધોરણનો ધોરિયા મોઢા, શિયાળો હાઇલેન્ડ, ચીરા, ખરજવાનો આયુર્વેદિકમાં ઉપચાર કરી દેશ. 9426257355 — [1121, 1836, 1264, 1911]
classified-ad: KAKA PVC ફર્નિચર કિચન, કોકરી બોક્સ, માળીયા, વોર્ડરોબ, TV યુનિટ, સ્લાઈડિંગ. 9898076394 — [1275, 243, 1419, 318]
ad-list — [1275, 973, 1419, 1827]
call-number[interactable]: Call : +91 8799236054 — [1184, 99, 1554, 138]
ad-line: બહુચા ની સીમમાં ખેતી / આદોગીક હેતુ માટે (જૂની શરતની) — [666, 1528, 797, 1579]
classified-ad: 15 લાખ, પેલેસ માળે 2 રૂમ, ફુલ્લી ફ્લેટ, સોમા ક્રોસિંગ 8200518837. — [199, 502, 342, 559]
classified-ad: સ્ટીલ લેટરીંગ, પ્રોજેક્ટર, ફ્રી ટેબલ, વગેરે સંપર્ક- 9484781063 — [814, 1789, 957, 1847]
classified-ad: જુનુ નામ- રાઠોડ યાસીનખાન અનવર નવુ નામ રાઠોડ યાસીન અનવર સરનામુ- બી/ આશિયાના પાર્ક, કરોડીયા રોડ, ગોરવા, વડોદરા- 390016 — [660, 361, 803, 453]
column-7 — [963, 186, 1116, 2237]
classified-columns — [40, 186, 1578, 2237]
column-3 — [348, 186, 502, 2237]
section-header: શૈક્ષણિક — [971, 1151, 1107, 1177]
ad-list — [967, 1179, 1111, 1512]
ad-list — [45, 1929, 188, 2204]
classified-ad: રોઝાની સ્ટીલ ફર્નિચર ઘરબેઠા જૂની તિજોરી, દીવાલના કબાટ બનાવવાની ઓફર બનાવી આપીએ છીએ. 9725675243 — [1275, 318, 1419, 392]
classified-ad: 4027 SBA કોમર્શિયલ કોર્નર સેક્ટર ભાડાવાળી પ્રોપર્ટી વેચવાની ઉમા ચાર રસ્તા પાસે વાઘોડિયા રોડ 9157179555 — [45, 763, 188, 838]
ad-line: આશરે ૫ વિઘા જમીન — [676, 1583, 787, 1597]
classified-ad: કવોલીટી કન્સ્ટ્રકશન 1200 સ્કવેર ફિટ બંગલો કોમર્શિયલ ઇન્ડસ્ટ્રીયલ રીનોવેશન પ્લાન પાર્સલ. ક્વોલિટી કન્સ્ટ્રકશન 9586582527 — [967, 547, 1111, 638]
classified-ad: નવું બાંધકામ 1250 ડિઝાઈન સાથે, રિનોવેશન, Slab Extention વગેરે 9408354207 — [814, 418, 957, 493]
classified-ad: વડોદરાથી 30 કિલોમીટરની આજુબાજુમાં જમીન લેવેચ માટે કોન્ટેક્ટ: રાજવાલા રિયાલીટી 8320445590 — [506, 760, 650, 834]
classified-ad: NA જગ્યા કાર્મચારી સાથે 50,000 Sq. ft. કામધેનુ સિટી, ઉમેટા પાસે વેચવાની છે. 9662060114. — [352, 1191, 496, 1266]
classified-ad: હાઇડ્રોપોનિક્સ, શીનવાઇસ, ઓર્ગેનિક્સ જીલ્લા ફાર્મિંગ, હેન્ડક્રેફ્ટિંગ, ફાર્મ કન્સલ્ટિંગ. મો. 9825029535 — [814, 217, 957, 292]
classified-ad: નવજીવન સોસાયટી વિભાગ નંબર 1 મકાન નંબર 3 વેચવાનું 5000 પ્લોટ 5 કરોડ 10 લાખ બે ભાગમાં પણ વેચાણ થશે 9879565709 — [199, 1049, 342, 1140]
magenta-dot — [1517, 2257, 1532, 2272]
classified-ad: તાત્કાલીક વેચવાનું છે, ટેલીવીઝન, ટીવી, ફ્રીજ, કમ્પ્યુટર, મોબાઇલ વગેરે, ના ટચ, અન્ય ઘરવખરી. 7405844432 — [1275, 1859, 1419, 1951]
classified-ad: તાલસીટ ડુપ્લેક્સ વેચવાનું છે 4 બેડરૂમ + હોલ + કિચન ફુલ્લી ફર્નિશ્ડ કુબેરેશ્વર માર્ગ 9173907016 — [45, 631, 188, 706]
classified-ad: સાવલી ગોઠડા 34 વીઘા જમીન રોડ ટચ જમીન વેચવાની છે. 9974041052 — [352, 1134, 496, 1191]
classified-ad: ફેબ્રીકેશનનું કામ કરવાનું. Samarth Febrication. 9998142360. — [967, 432, 1111, 489]
section-header: રિપેરિંગ — [1278, 945, 1416, 971]
classified-ad: મકાન બાંધકામ, રીનોવેશન કામ, સ્ટીલ કામ વગેરે માટે સંપર્ક. 9925533984. — [967, 261, 1111, 318]
ad-list — [1121, 186, 1264, 1613]
classified-ad: MSK Goa, મહાબળેશ્વર આરંગાબાદ, ભીમાશંકર, પુષ્કર, ખાટુશ્યામ, મથુરા, બનારસ. 8799552955, 7016394839. — [1121, 404, 1264, 496]
classified-ad: જરોદ સમલાયા ઇન્ડસ્ટ્રિયલ NA રોડ ટચ કંપની માટે જમીન 6 વિઘા 1 લાખ 50 હજાર ફૂટ વેચવાની. 7779016552 — [506, 243, 650, 318]
classified-ad: બરોડા કન્સ્ટ્રક્શન, ટાઈલ્સ કામ, કલરકામ, વોટર પ્રૂફીંગ કામ, રિનોવેશન કામ તથા નવું બાંધકામ માટે મળો. મો. 7984312599 — [814, 493, 957, 585]
classified-ad: મારૂ જુનુ નામ જ્યોત્સનાબેન હસમુખભાઈ પરમાર ને બદલે જોશનાબેન હસમુખભાઈ પરમાર રાખેલ છે. ઈ- 18, અમરનગર, નવાયાર્ડ, વડોદરા — [660, 741, 803, 833]
section-header: પેસ્ટ કંટ્રોલ — [1278, 651, 1416, 676]
classified-ad: શિવમ હાઈડ્વ વાઘોડિયા-ડભોઇ રીંગ રોડ પ્રિમિયમ લોકેશનની આર્ટ્સ સોસ. 2 B H K ફ્લેટ 24.99 લાખ, 3 B H K ફ્લેટ 30.99 લાખ. સેમ્પલ ફ્લેટ રેડી. એલોટેડ પાર્કિંગ, ગવર્મેન્ટ સબસીડી મળવા પાત્ર, નારાયણ સ્મૃતિ હોસ્પિટલ નજીક, સરિતા હોસ્પિટલ રોડ. 9328596581 — [45, 969, 188, 1131]
classified-ad: Main road touch 250 Sq. Ft. commercial space available for Rent. Kaladarshan char rasta, Waghodia road. 9974588406 — [45, 2095, 188, 2204]
classified-ad: ઘરબેઠા સોફાગાદી કવર જુના સોફા રીપેરીંગ, એક્સચેન્જમાં નવા બનાવનાર. ભરતભાઈ- 9898265222 — [1275, 973, 1419, 1047]
classified-ad: આજવા રોડ, સરદાર એસ્ટેટની બાજુમાં, મકાન, દુકાન વેચવાના છે. ચામુંડા એસ્ટેટ એજન્સી. 9913396987 — [199, 1232, 342, 1307]
classified-ad: જય જલારામ ટ્રાવેલ્સ સ્લીપર બસ- હોટલ તથા બે ટાઈમ જમવા સાથે 1) દ્વારકા- સોમનાથ- વિરપુર/ દિવ 2) ઉજ્જૈન- ઓમકારેશ્વર- મમલેશ્વર 3) ગોવા- મહાબળેશ્વર- લોનાવાલા/ સ્પેશિયલ ગોવા 4) શિરડી- નાસિક- ત્ર્યંબકેશ્વર- સપ્તશૃંગી 5) હરિદ્વાર- મથુરા- ગોકુળ- વૃંદાવન 6) કચ્છ- ભુજ- સફેદરણ- માંડવી બીચ 9924217903, 9328028175 — [1121, 876, 1264, 1106]
classified-ad: દરેક પ્રકારનું (ગાંધીવાદ) સાઇકલ, દિલ્હી, અમૃતસર, વૈષ્ણોદેવી, વગેરે. 9265630894 — [967, 1635, 1111, 1710]
classified-ad: શેરખી જમીન 3 વિઘા 40 મીટર રોડ ટચ વેચવાની. 7779016552 — [506, 559, 650, 616]
classified-ad: બાલાજી સ્ટીલ દિવાલ, કબાટ, માળીયાના સ્પેશ્યાલિસ્ટ જૂના આપવામાં આવશે. 9879537687 — [1121, 2126, 1264, 2200]
classified-ad: જમીન વેચવા ભાયલી, ભાયલી આદ કીમી અંતરમાં ખેતીલાયક જમીન વેચવાની છે, વોટ્સ 7069006559 — [352, 2098, 496, 2172]
yellow-dot — [796, 2257, 811, 2272]
kia-demo-cars-ad — [660, 1753, 803, 2016]
classified-ad: જોઇએ છે શેરખી, ચંપાડ, રાયપુરા, સોનકુઇ, મહાપુરા જમીન 2/ 3/ 4 વિઘા વેચાણથી. 7779016552 — [506, 1697, 650, 1771]
section-header: નામ બદલ્યું છે — [663, 190, 800, 215]
classifieds-categories: PROPERTY | MATRIMONIAL | BUSINESS | AUTOMOBILES | JOB | SERVICES — [87, 118, 539, 132]
classified-ad: વર્કબલ ભારતમાં પીડબલ્યુ અને સ્વરોજગાર. 9377141233 — [967, 810, 1111, 850]
classified-ad: જમીન વેચવાની છે. જૂની શરત ઓદ્યોગિક હેતુ થઇ શકે, ગામ પીલુદ્રા, તાલુકો જંબુસર, જિલ્લો ભરૂચ. 189000 ચો. ફૂટ. ઇન્ફ્રાસ્ટ્રક્ચર રોડ ટચ. જમીન વેચવાની છે. પૂર્ણ ઉદ્યોગ. હોલ્સેલ/ ટ્રેડીંગ. 9924666775. — [352, 1266, 496, 1410]
classified-ad: હાલોલ GIDC માં મેઇન રોડ ટચ કોર્નર પર પ્લોટ 6725/- Sq. ft. વેચવા/ ભાડે આપવાનો છે. કમ્પાઉન્ડ વોલ અને ઓપન પ્લોટ છે. હાઇટ અને પ્લોટ ભાડે આપવાનો છે. GIDC હાલોલ. મો. 8849890666, 9924153066 — [352, 876, 496, 1020]
classified-ad: After marriage I have changed my name from Kavitaben Amrutlal Patel To Kavita Hitesh Patel B-1, 403, Nakshatra Habitat, Opp. Sun City Paradise, Manjalpur, Vadodara– 390011 — [660, 1281, 803, 1425]
classified-ad: Ca (chartered accountants) group coaching. 25 year faculty. 9924931278 — [967, 1271, 1111, 1346]
classified-ad: For Sale A bungalow approx. 650 sq. yard plot area with construction thereon in Ashoknagar Hsg. Soc, Bhattha, Paldi, Ahmedabad, Roadfacing, Clear title. Contact: 9274251504. — [352, 1541, 496, 1685]
ad-line: TRIBER 2024 PETROL MT — [668, 1812, 795, 1847]
